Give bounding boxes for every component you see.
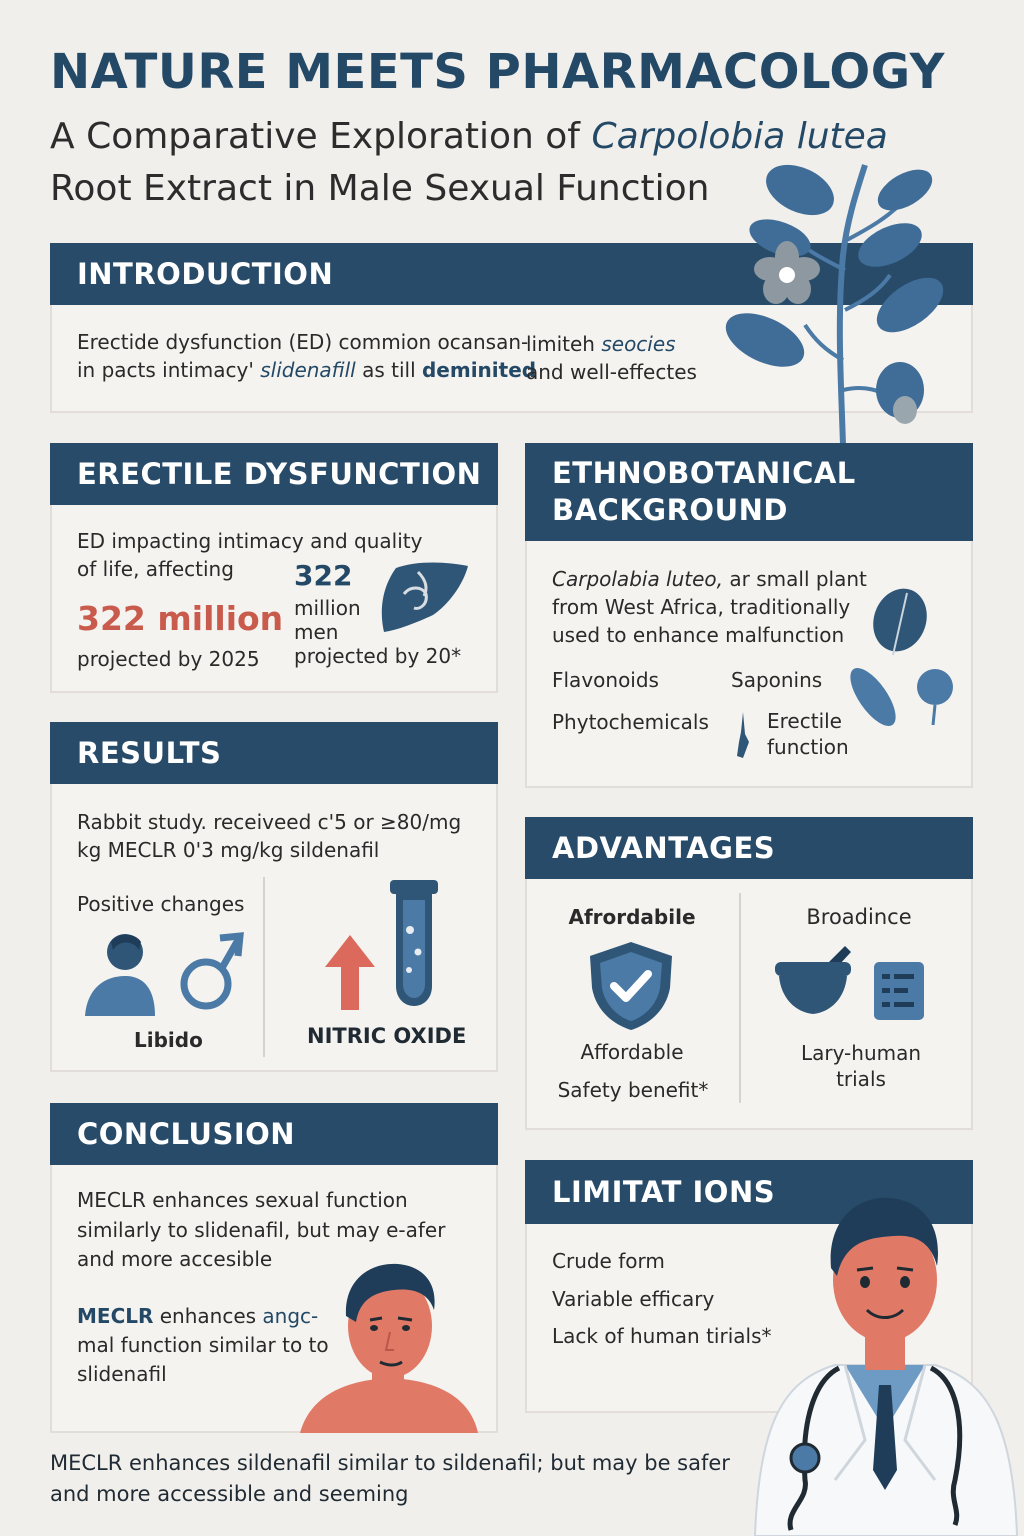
ethno-heading-line-1: ETHNOBOTANICAL bbox=[552, 456, 856, 490]
intro-left-line-1: Erectide dysfunction (ED) commion ocansan- bbox=[77, 330, 529, 354]
conclusion-p2-angc: angc- bbox=[262, 1304, 319, 1328]
adv-col1-line-1: Affordable bbox=[580, 1040, 684, 1064]
subtitle-line-1 bbox=[50, 116, 888, 157]
intro-left-em: slidenafill bbox=[260, 358, 356, 382]
ethno-heading bbox=[525, 443, 973, 541]
leaves-icon bbox=[845, 585, 960, 735]
results-nitric: NITRIC OXIDE bbox=[307, 1024, 467, 1048]
adv-col2-line-2: trials bbox=[836, 1067, 886, 1091]
results-positive: Positive changes bbox=[77, 892, 245, 916]
intro-right-em: seocies bbox=[601, 332, 676, 356]
conclusion-p1-line-2: similarly to slidenafil, but may e-afer bbox=[77, 1218, 446, 1242]
advantages-divider bbox=[739, 893, 741, 1103]
results-line-1: Rabbit study. receiveed c'5 or ≥80/mg bbox=[77, 810, 462, 834]
intro-right-line-2: and well-effectes bbox=[526, 360, 697, 384]
advantages-heading: ADVANTAGES bbox=[525, 817, 973, 879]
ethno-line-1-b: ar small plant bbox=[729, 567, 867, 591]
intro-left-bold: deminited bbox=[421, 358, 537, 382]
intro-right-line-1 bbox=[526, 330, 676, 359]
results-line-2: kg MECLR 0'3 mg/kg sildenafil bbox=[77, 838, 380, 862]
ethno-line-2: from West Africa, traditionally bbox=[552, 595, 851, 619]
intro-left-a: in pacts intimacy' bbox=[77, 358, 254, 382]
shield-check-icon bbox=[586, 940, 676, 1032]
checklist-icon bbox=[872, 960, 926, 1022]
subtitle-species: Carpolobia lutea bbox=[591, 116, 888, 157]
ethno-item-erectile-l1: Erectile bbox=[767, 709, 842, 733]
limitations-item-3: Lack of human tirials* bbox=[552, 1324, 772, 1348]
footer-line-1: MECLR enhances sildenafil similar to sildenafil; but may be safer bbox=[50, 1451, 730, 1475]
male-symbol-icon bbox=[178, 930, 244, 1014]
conclusion-p1-line-3: and more accesible bbox=[77, 1247, 273, 1271]
adv-col2-title: Broadince bbox=[806, 905, 912, 929]
up-arrow-icon bbox=[325, 935, 375, 1010]
ethno-species: Carpolabia luteo, bbox=[552, 567, 724, 591]
doctor-icon bbox=[745, 1180, 1024, 1536]
ethno-heading-line-2: BACKGROUND bbox=[552, 493, 788, 527]
results-divider bbox=[263, 877, 265, 1057]
person-icon bbox=[85, 930, 155, 1016]
conclusion-p2-meclr: MECLR bbox=[77, 1304, 154, 1328]
intro-right-a: limiteh bbox=[526, 332, 595, 356]
intro-left-b: as till bbox=[362, 358, 416, 382]
ethno-item-erectile-l2: function bbox=[767, 735, 849, 759]
limitations-item-1: Crude form bbox=[552, 1249, 665, 1273]
plant-icon bbox=[725, 160, 985, 445]
erectile-stat-small-l1: million bbox=[294, 596, 361, 620]
erectile-line-2: of life, affecting bbox=[77, 557, 234, 581]
ethno-item-phytochemicals: Phytochemicals bbox=[552, 710, 709, 734]
man-portrait-icon bbox=[300, 1258, 480, 1433]
ethno-item-saponins: Saponins bbox=[731, 668, 823, 692]
subtitle-prefix: A Comparative Exploration of bbox=[50, 116, 580, 157]
conclusion-p2-enhances: enhances bbox=[159, 1304, 257, 1328]
erectile-stat-big: 322 million bbox=[77, 599, 284, 638]
conclusion-p2-line-2: mal function similar to to bbox=[77, 1333, 329, 1357]
ethno-line-1 bbox=[552, 565, 867, 594]
intro-left-line-2 bbox=[77, 356, 536, 385]
ethno-item-flavonoids: Flavonoids bbox=[552, 668, 659, 692]
adv-col2-line-1: Lary-human bbox=[800, 1041, 922, 1065]
conclusion-p2-line-1 bbox=[77, 1302, 318, 1331]
conclusion-p1-line-1: MECLR enhances sexual function bbox=[77, 1188, 408, 1212]
results-libido: Libido bbox=[134, 1028, 203, 1052]
organ-icon bbox=[378, 560, 473, 635]
test-tube-icon bbox=[388, 878, 440, 1010]
page-title: NATURE MEETS PHARMACOLOGY bbox=[50, 44, 945, 100]
erectile-stat-small-l3: projected by 20* bbox=[294, 644, 462, 668]
limitations-item-2: Variable efficary bbox=[552, 1287, 715, 1311]
subtitle-line-2: Root Extract in Male Sexual Function bbox=[50, 168, 710, 209]
adv-col1-title: Afrordabile bbox=[568, 905, 696, 929]
conclusion-p2-line-3: slidenafil bbox=[77, 1362, 167, 1386]
stem-icon bbox=[733, 712, 753, 760]
adv-col1-line-2: Safety benefit* bbox=[557, 1078, 709, 1102]
ethno-line-3: used to enhance malfunction bbox=[552, 623, 845, 647]
footer-line-2: and more accessible and seeming bbox=[50, 1482, 409, 1506]
erectile-line-1: ED impacting intimacy and quality bbox=[77, 529, 423, 553]
limitations-heading: LIMITAT IONS bbox=[525, 1160, 973, 1224]
erectile-heading: ERECTILE DYSFUNCTION bbox=[50, 443, 498, 505]
mortar-pestle-icon bbox=[773, 940, 853, 1020]
erectile-stat-big-caption: projected by 2025 bbox=[77, 647, 260, 671]
introduction-heading: INTRODUCTION bbox=[50, 243, 973, 305]
erectile-stat-small-l2: men bbox=[294, 620, 339, 644]
erectile-stat-small-num: 322 bbox=[294, 559, 353, 592]
results-heading: RESULTS bbox=[50, 722, 498, 784]
conclusion-heading: CONCLUSION bbox=[50, 1103, 498, 1165]
